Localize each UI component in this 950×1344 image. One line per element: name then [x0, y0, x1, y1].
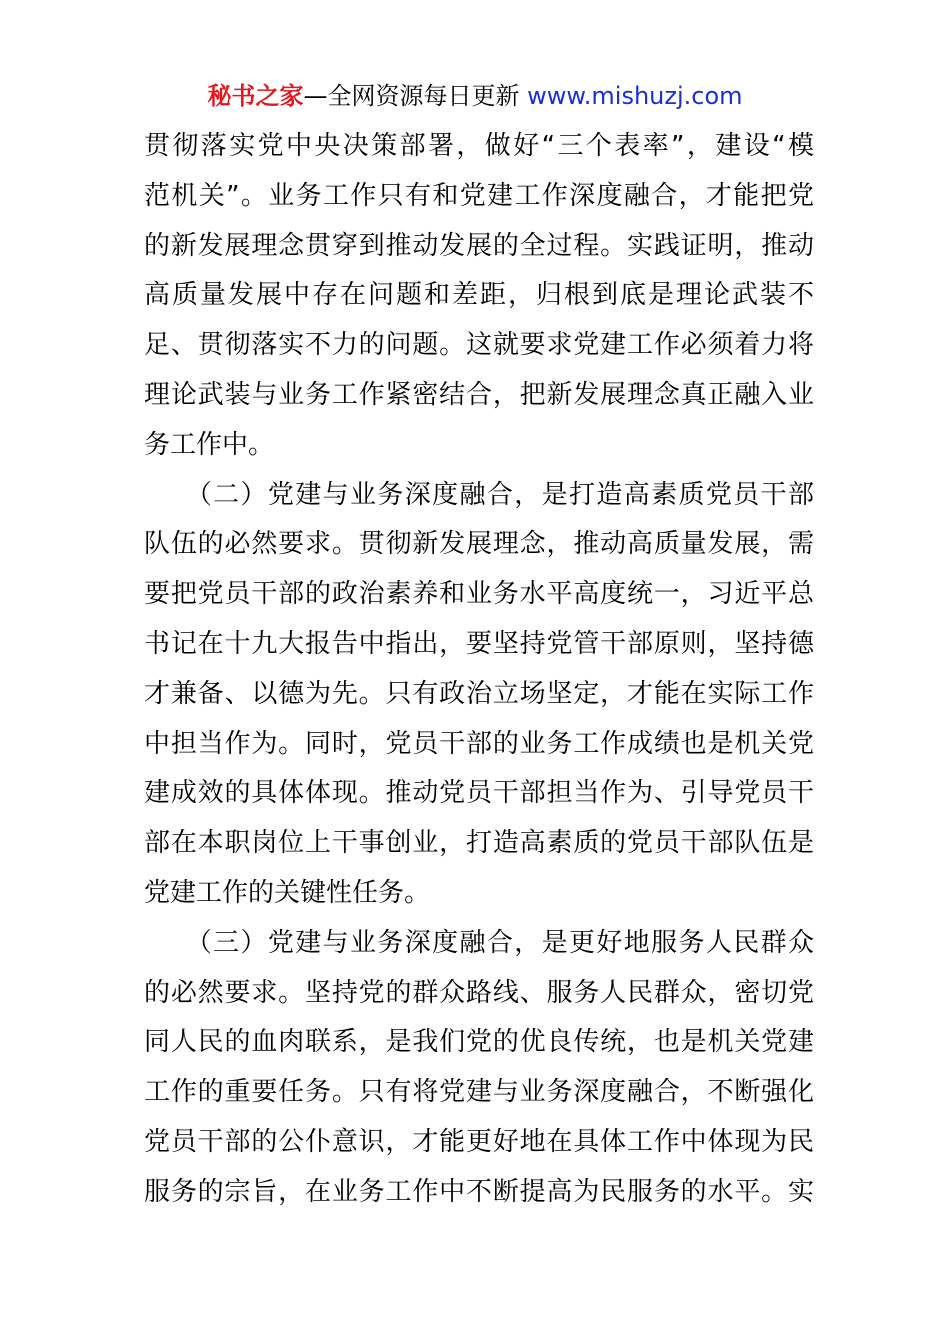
text-line: 服务的宗旨，在业务工作中不断提高为民服务的水平。实	[144, 1176, 814, 1207]
site-header	[0, 80, 950, 112]
text-line: 工作的重要任务。只有将党建与业务深度融合，不断强化	[144, 1077, 814, 1108]
text-line: 部在本职岗位上干事创业，打造高素质的党员干部队伍是	[144, 828, 814, 859]
text-line: 的新发展理念贯穿到推动发展的全过程。实践证明，推动	[144, 230, 814, 261]
text-line: 建成效的具体体现。推动党员干部担当作为、引导党员干	[144, 778, 814, 809]
text-line: 党员干部的公仆意识，才能更好地在具体工作中体现为民	[144, 1126, 814, 1157]
text-line: 的必然要求。坚持党的群众路线、服务人民群众，密切党	[144, 977, 814, 1008]
text-line: （二）党建与业务深度融合，是打造高素质党员干部	[144, 479, 814, 510]
text-line: 同人民的血肉联系，是我们党的优良传统，也是机关党建	[144, 1027, 814, 1058]
text-line: 要把党员干部的政治素养和业务水平高度统一，习近平总	[144, 579, 814, 610]
text-line: 才兼备、以德为先。只有政治立场坚定，才能在实际工作	[144, 678, 814, 709]
text-line: 中担当作为。同时，党员干部的业务工作成绩也是机关党	[144, 728, 814, 759]
text-line: 范机关”。业务工作只有和党建工作深度融合，才能把党	[144, 180, 814, 211]
text-line: （三）党建与业务深度融合，是更好地服务人民群众	[144, 927, 814, 958]
text-line: 务工作中。	[144, 429, 275, 460]
text-line: 队伍的必然要求。贯彻新发展理念，推动高质量发展，需	[144, 529, 814, 560]
text-line: 贯彻落实党中央决策部署，做好“三个表率”，建设“模	[144, 131, 814, 161]
text-line: 党建工作的关键性任务。	[144, 877, 431, 908]
site-brand: 秘书之家	[207, 82, 304, 110]
text-line: 高质量发展中存在问题和差距，归根到底是理论武装不	[144, 280, 814, 311]
text-line: 足、贯彻落实不力的问题。这就要求党建工作必须着力将	[144, 330, 814, 361]
document-body	[144, 122, 814, 1218]
text-line: 理论武装与业务工作紧密结合，把新发展理念真正融入业	[144, 379, 814, 410]
site-tagline: —全网资源每日更新	[303, 82, 528, 110]
text-line: 书记在十九大报告中指出，要坚持党管干部原则，坚持德	[144, 628, 814, 659]
site-url-link[interactable]: www.mishuzj.com	[527, 82, 743, 110]
